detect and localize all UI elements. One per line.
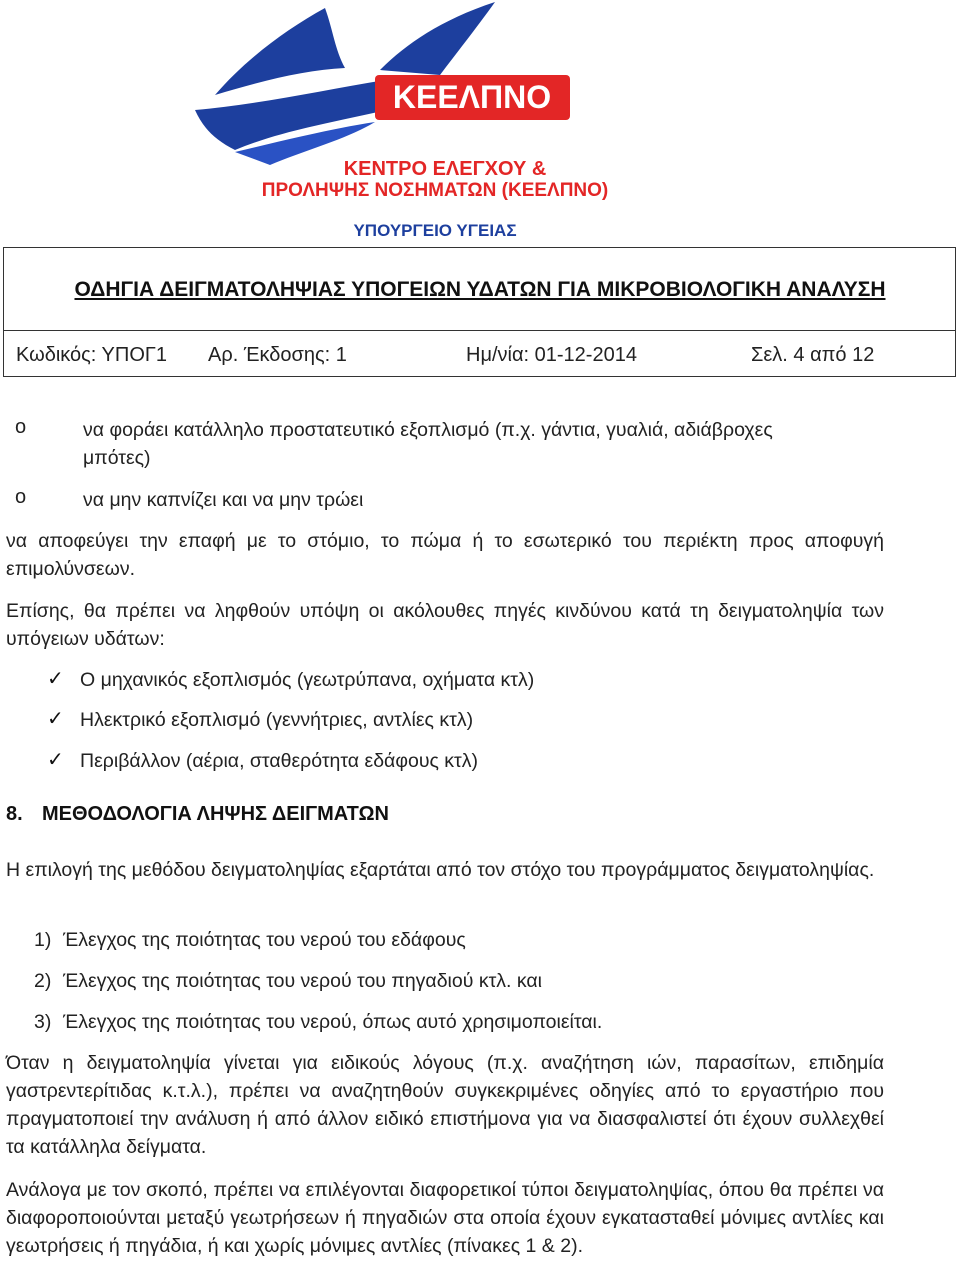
keelpno-logo xyxy=(175,0,715,243)
check-item-2: Ηλεκτρικό εξοπλισμό (γεννήτριες, αντλίες κτλ) xyxy=(80,709,474,731)
sub-bullet-marker: o xyxy=(15,416,27,438)
paragraph-special-purposes: Όταν η δειγματοληψία γίνεται για ειδικούς λόγους (π.χ. αναζήτηση ιών, παρασίτων, επιδημία γαστρεντερίτιδας κ.τ.λ.), πρέπει να αναζητηθούν συγκεκριμένες οδηγίες από το εργαστήριο που πραγματοποιεί την ανάλυση ή από άλλον ειδικό επιστήμονα για να διασφαλιστεί ότι έχουν συλλεχθεί τα κατάλληλα δείγματα. xyxy=(6,1052,884,1158)
page-number: Σελ. 4 από 12 xyxy=(751,344,875,366)
numbered-marker: 2) xyxy=(34,970,52,992)
sub-bullet-1-line1: να φοράει κατάλληλο προστατευτικό εξοπλισμό (π.χ. γάντια, γυαλιά, αδιάβροχες xyxy=(83,419,773,441)
document-version: Αρ. Έκδοσης: 1 xyxy=(208,344,347,366)
numbered-marker: 3) xyxy=(34,1011,52,1033)
numbered-item-1: Έλεγχος της ποιότητας του νερού του εδάφους xyxy=(63,929,466,951)
check-icon: ✓ xyxy=(47,749,64,771)
paragraph-risk-sources: Επίσης, θα πρέπει να ληφθούν υπόψη οι ακόλουθες πηγές κινδύνου κατά τη δειγματοληψία των υπόγειων υδάτων: xyxy=(6,600,884,650)
section-title: ΜΕΘΟΔΟΛΟΓΙΑ ΛΗΨΗΣ ΔΕΙΓΜΑΤΩΝ xyxy=(42,803,389,825)
sub-bullet-1-line2: μπότες) xyxy=(83,447,151,469)
sub-bullet-2: να μην καπνίζει και να μην τρώει xyxy=(83,489,364,511)
brand-text: ΚΕΕΛΠΝΟ xyxy=(392,79,552,115)
logo-line2: ΠΡΟΛΗΨΗΣ ΝΟΣΗΜΑΤΩΝ (ΚΕΕΛΠΝΟ) xyxy=(261,180,609,201)
paragraph-avoid-contact: να αποφεύγει την επαφή με το στόμιο, το πώμα ή το εσωτερικό του περιέκτη προς αποφυγή επιμολύνσεων. xyxy=(6,530,884,580)
check-icon: ✓ xyxy=(47,668,64,690)
document-title: ΟΔΗΓΙΑ ΔΕΙΓΜΑΤΟΛΗΨΙΑΣ ΥΠΟΓΕΙΩΝ ΥΔΑΤΩΝ ΓΙΑ ΜΙΚΡΟΒΙΟΛΟΓΙΚΗ ΑΝΑΛΥΣΗ xyxy=(74,278,886,301)
paragraph-sampling-types: Ανάλογα με τον σκοπό, πρέπει να επιλέγονται διαφορετικοί τύποι δειγματοληψίας, όπου θα πρέπει να διαφοροποιούνται μεταξύ γεωτρήσεων ή πηγαδιών στα οποία έχουν εγκατασταθεί μόνιμες αντλίες και γεωτρήσεις ή πηγάδια, ή και χωρίς μόνιμες αντλίες (πίνακες 1 & 2). xyxy=(6,1179,884,1257)
header-divider xyxy=(3,330,956,331)
check-icon: ✓ xyxy=(47,708,64,730)
numbered-item-3: Έλεγχος της ποιότητας του νερού, όπως αυτό χρησιμοποιείται. xyxy=(63,1011,603,1033)
sub-bullet-marker: o xyxy=(15,486,27,508)
numbered-marker: 1) xyxy=(34,929,52,951)
paragraph-method: Η επιλογή της μεθόδου δειγματοληψίας εξαρτάται από τον στόχο του προγράμματος δειγματοληψίας. xyxy=(6,859,875,881)
check-item-1: Ο μηχανικός εξοπλισμός (γεωτρύπανα, οχήματα κτλ) xyxy=(80,669,535,691)
logo-ministry: ΥΠΟΥΡΓΕΙΟ ΥΓΕΙΑΣ xyxy=(353,221,517,240)
numbered-item-2: Έλεγχος της ποιότητας του νερού του πηγαδιού κτλ. και xyxy=(63,970,542,992)
logo-line1: ΚΕΝΤΡΟ ΕΛΕΓΧΟΥ & xyxy=(343,158,547,180)
check-item-3: Περιβάλλον (αέρια, σταθερότητα εδάφους κτλ) xyxy=(80,750,478,772)
section-number: 8. xyxy=(6,803,23,825)
document-code: Κωδικός: ΥΠΟΓ1 xyxy=(16,344,168,366)
document-date: Ημ/νία: 01-12-2014 xyxy=(466,344,637,366)
